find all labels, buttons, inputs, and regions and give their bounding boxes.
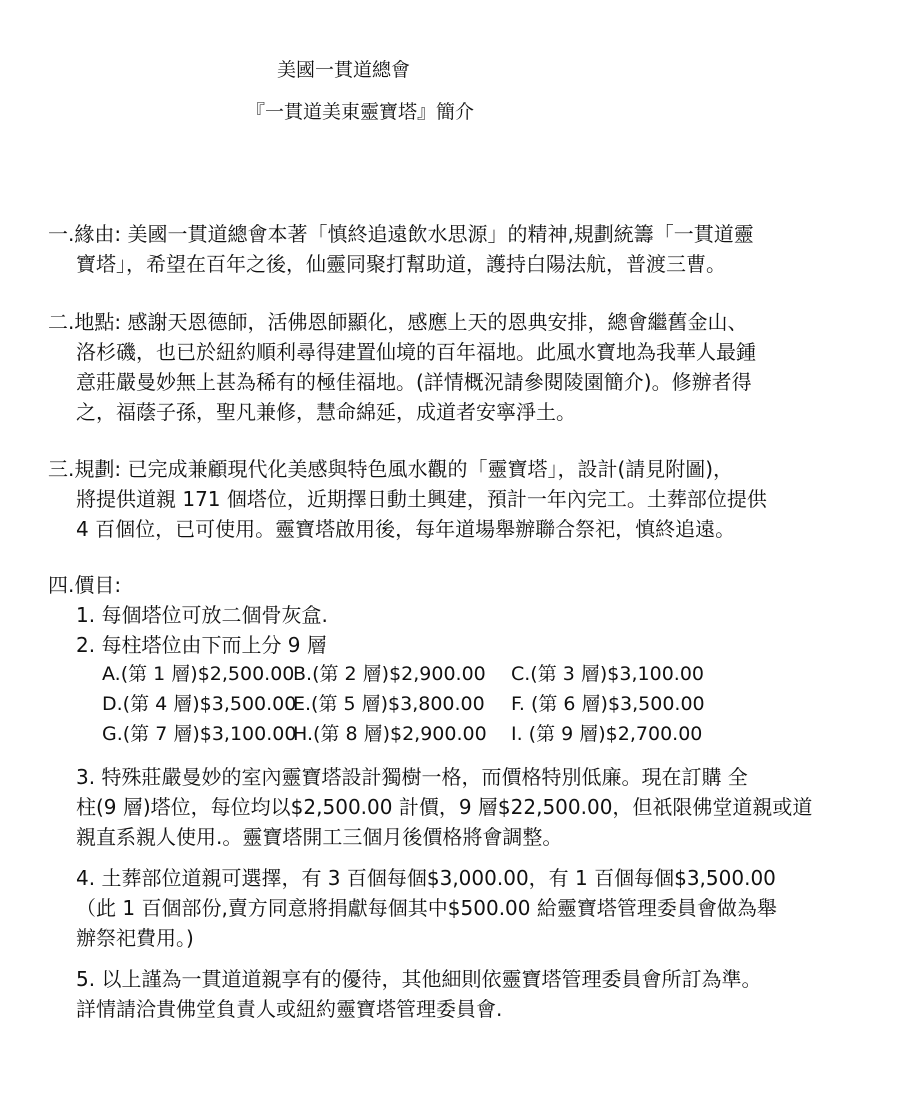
org-title: 美國一貫道總會 <box>277 59 411 81</box>
level-price: I. (第 9 層)$2,700.00 <box>511 723 703 745</box>
price-item-5-line-1: 5. 以上謹為一貫道道親享有的優待，其他細則依靈寶塔管理委員會所訂為準。 <box>76 967 762 991</box>
price-item-3-line-2: 柱(9 層)塔位，每位均以$2,500.00 計價，9 層$22,500.00，但祇限佛堂道親或道 <box>76 795 813 819</box>
price-item-5-line-2: 詳情請洽貴佛堂負責人或紐約靈寶塔管理委員會. <box>76 997 503 1021</box>
price-item-4-line-1: 4. 土葬部位道親可選擇，有 3 百個每個$3,000.00，有 1 百個每個$3,500.00 <box>76 866 776 890</box>
planning-line-2: 將提供道親 171 個塔位，近期擇日動土興建，預計一年內完工。土葬部位提供 <box>76 487 767 511</box>
price-item-2: 2. 每柱塔位由下而上分 9 層 <box>76 633 327 657</box>
price-item-4-line-2: （此 1 百個部份,賣方同意將捐獻每個其中$500.00 給靈寶塔管理委員會做為舉 <box>76 896 777 920</box>
level-price: A.(第 1 層)$2,500.00 <box>102 663 295 685</box>
level-price: G.(第 7 層)$3,100.00 <box>102 723 297 745</box>
level-price: H.(第 8 層)$2,900.00 <box>293 723 487 745</box>
level-price: E.(第 5 層)$3,800.00 <box>293 693 485 715</box>
price-item-3-line-1: 3. 特殊莊嚴曼妙的室內靈寶塔設計獨樹一格，而價格特別低廉。現在訂購 全 <box>76 765 748 789</box>
location-line-1: 二.地點: 感謝天恩德師，活佛恩師顯化，感應上天的恩典安排，總會繼舊金山、 <box>48 310 748 334</box>
location-line-2: 洛杉磯，也已於紐約順利尋得建置仙境的百年福地。此風水寶地為我華人最鍾 <box>76 340 756 364</box>
level-price: D.(第 4 層)$3,500.00 <box>102 693 297 715</box>
price-heading: 四.價目: <box>48 573 122 597</box>
level-price: F. (第 6 層)$3,500.00 <box>511 693 705 715</box>
location-line-3: 意莊嚴曼妙無上甚為稀有的極佳福地。(詳情概況請參閱陵園簡介)。修辦者得 <box>76 370 752 394</box>
origin-line-1: 一.緣由: 美國一貫道總會本著「慎終追遠飲水思源」的精神,規劃統籌「一貫道靈 <box>48 222 754 246</box>
planning-line-1: 三.規劃: 已完成兼顧現代化美感與特色風水觀的「靈寶塔」，設計(請見附圖)， <box>48 457 734 481</box>
level-price: C.(第 3 層)$3,100.00 <box>511 663 704 685</box>
price-item-4-line-3: 辦祭祀費用。) <box>76 926 194 950</box>
origin-line-2: 寶塔」，希望在百年之後，仙靈同聚打幫助道，護持白陽法航，普渡三曹。 <box>76 252 726 276</box>
level-price: B.(第 2 層)$2,900.00 <box>293 663 486 685</box>
price-item-1: 1. 每個塔位可放二個骨灰盒. <box>76 603 328 627</box>
price-item-3-line-3: 親直系親人使用.。靈寶塔開工三個月後價格將會調整。 <box>76 825 563 849</box>
location-line-4: 之，福蔭子孫，聖凡兼修，慧命綿延，成道者安寧淨土。 <box>76 400 576 424</box>
planning-line-3: 4 百個位，已可使用。靈寶塔啟用後，每年道場舉辦聯合祭祀，慎終追遠。 <box>76 517 736 541</box>
document-subtitle: 『一貫道美東靈寶塔』簡介 <box>246 101 475 123</box>
